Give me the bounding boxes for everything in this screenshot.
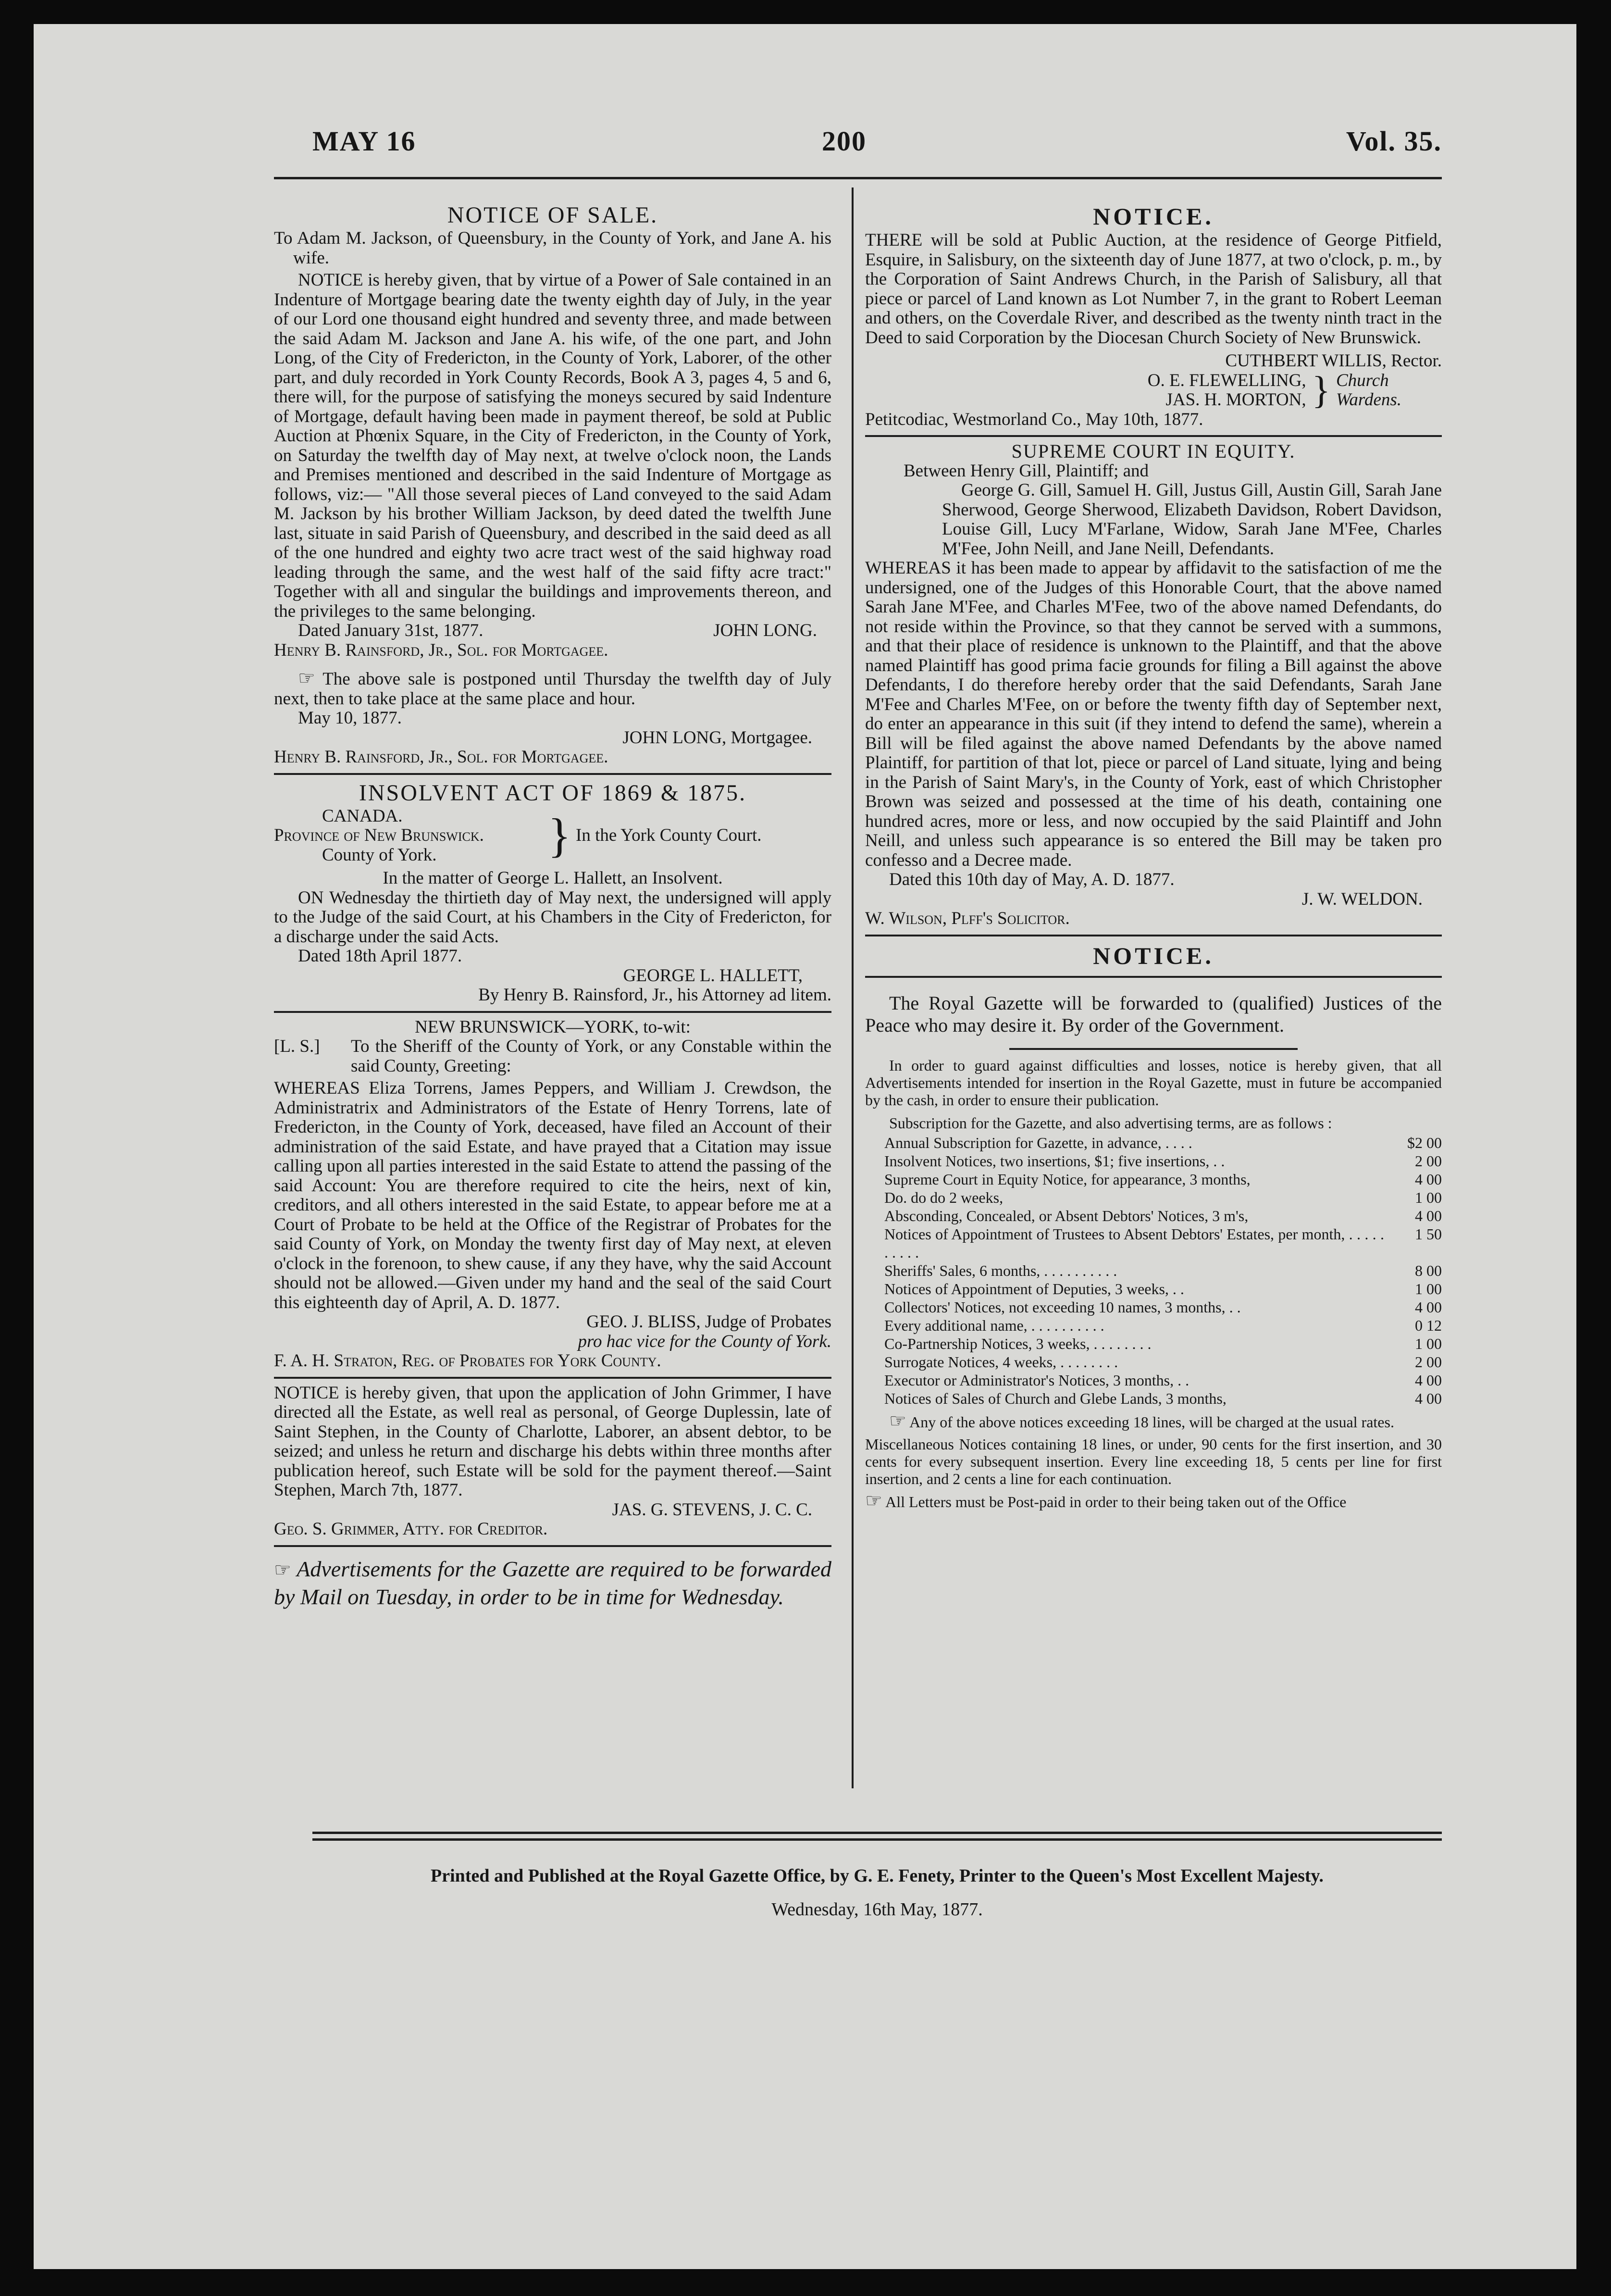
rate-description: Surrogate Notices, 4 weeks, . . . . . . . . [884, 1353, 1118, 1371]
province-label: Province of New Brunswick. [274, 825, 484, 845]
sale-title: NOTICE OF SALE. [447, 202, 658, 228]
divider [274, 773, 831, 775]
divider [865, 935, 1442, 936]
equity-body: WHEREAS it has been made to appear by affidavit to the satisfaction of me the undersigned, one of the Judges of this Honorable Court, that the above named Sarah Jane M'Fee, and Charles M'Fee, two of the above named Defendants, do not reside within the Province, so that they cannot be served with a summons, and that their place of residence is unknown to the Plaintiff, and that the above named Plaintiff has good prima facie grounds for filing a Bill against the above Defendants, I do therefore hereby order that the said Defendants, Sarah Jane M'Fee and Charles M'Fee, on or before the twenty fifth day of September next, do enter an appearance in this suit (if they intend to defend the same), wherein a Bill will be filed against the above named Defendants by the above named Plaintiff, for partition of that lot, piece or parcel of Land situate, lying and being in the Parish of Saint Mary's, in the County of York, east of which Christopher Brown was seized and possessed at the time of his death, containing one hundred acres, more or less, and now occupied by the said Plaintiff and John Neill, and unless such appearance is so entered the Bill may be taken pro confesso and a Decree made. [865, 558, 1442, 870]
rate-row [884, 1353, 1442, 1371]
rate-description: Notices of Appointment of Trustees to Absent Debtors' Estates, per month, . . . . . . . . . . [884, 1225, 1384, 1261]
rate-description: Co-Partnership Notices, 3 weeks, . . . . . . . . [884, 1335, 1152, 1352]
rate-description: Every additional name, . . . . . . . . . . [884, 1316, 1104, 1334]
warden-2: JAS. H. MORTON, [1165, 390, 1306, 410]
divider [865, 976, 1442, 978]
rate-row [884, 1188, 1442, 1207]
rate-value: 8 00 [1415, 1261, 1442, 1279]
rate-value: 1 00 [1415, 1188, 1442, 1206]
footer-rule-bottom [312, 1838, 1442, 1841]
brace-glyph: } [548, 809, 571, 862]
page-header [312, 125, 1442, 178]
rate-value: 4 00 [1415, 1298, 1442, 1316]
probate-to: To the Sheriff of the County of York, or any Constable within the said County, Greeting: [351, 1036, 831, 1076]
rate-description: Executor or Administrator's Notices, 3 months, . . [884, 1371, 1190, 1389]
equity-signer: J. W. WELDON. [1301, 889, 1423, 909]
rate-description: Annual Subscription for Gazette, in advance, . . . . [884, 1134, 1192, 1151]
insolvent-jurisdiction [274, 807, 831, 865]
insolvent-attorney: By Henry B. Rainsford, Jr., his Attorney ad litem. [478, 985, 831, 1005]
postponed-date: May 10, 1877. [298, 708, 402, 728]
rate-description: Supreme Court in Equity Notice, for appearance, 3 months, [884, 1170, 1251, 1188]
rate-value: 1 00 [1415, 1280, 1442, 1298]
advert-notice: Advertisements for the Gazette are required to be forwarded by Mail on Tuesday, in order to be in time for Wednesday. [274, 1556, 832, 1609]
brace-glyph: } [1312, 369, 1330, 412]
grimmer-attorney: Geo. S. Grimmer, Atty. for Creditor. [274, 1519, 548, 1539]
sale-address: To Adam M. Jackson, of Queensbury, in the County of York, and Jane A. his wife. [274, 228, 831, 268]
grimmer-signer: JAS. G. STEVENS, J. C. C. [612, 1499, 812, 1520]
insolvent-title: INSOLVENT ACT OF 1869 & 1875. [359, 780, 747, 806]
rate-description: Sheriffs' Sales, 6 months, . . . . . . . . . . [884, 1261, 1117, 1279]
insolvent-matter: In the matter of George L. Hallett, an Insolvent. [383, 868, 723, 888]
equity-title: SUPREME COURT IN EQUITY. [1011, 440, 1296, 462]
sale-signer-2: JOHN LONG, Mortgagee. [622, 727, 812, 748]
auction-place: Petitcodiac, Westmorland Co., May 10th, 1877. [865, 409, 1203, 429]
rate-row [884, 1280, 1442, 1298]
pointing-hand-icon: ☞ [274, 1559, 291, 1581]
gazette-title: NOTICE. [1093, 942, 1214, 969]
rate-row [884, 1316, 1442, 1335]
rate-description: Collectors' Notices, not exceeding 10 names, 3 months, . . [884, 1298, 1241, 1316]
rate-value: 4 00 [1415, 1371, 1442, 1389]
rate-value: 4 00 [1415, 1170, 1442, 1188]
rate-description: Notices of Sales of Church and Glebe Lands, 3 months, [884, 1389, 1227, 1407]
rate-value: 1 50 [1415, 1225, 1442, 1243]
gazette-letters: All Letters must be Post-paid in order to their being taken out of the Office [885, 1493, 1347, 1510]
court-label: In the York County Court. [576, 825, 762, 845]
pointing-hand-icon: ☞ [298, 667, 315, 689]
pointing-hand-icon: ☞ [865, 1489, 882, 1511]
seal-mark: [L. S.] [274, 1036, 320, 1056]
sale-solicitor: Henry B. Rainsford, Jr., Sol. for Mortgagee. [274, 640, 608, 660]
divider [274, 1011, 831, 1013]
rate-value: 4 00 [1415, 1389, 1442, 1407]
gazette-page [34, 24, 1576, 2269]
gazette-subscription: Subscription for the Gazette, and also advertising terms, are as follows : [889, 1114, 1332, 1132]
page-number: 200 [822, 125, 867, 157]
canada-label: CANADA. [322, 806, 403, 826]
equity-solicitor: W. Wilson, Plff's Solicitor. [865, 909, 1070, 928]
footer-printed: Printed and Published at the Royal Gazette Office, by G. E. Fenety, Printer to the Queen's Most Excellent Majesty. [431, 1866, 1324, 1886]
sale-body: NOTICE is hereby given, that by virtue of a Power of Sale contained in an Indenture of Mortgage bearing date the twenty eighth day of July, in the year of our Lord one thousand eight hundred and seventy three, and made between the said Adam M. Jackson and Jane A. his wife, of the one part, and John Long, of the City of Fredericton, in the County of York, Laborer, of the other part, and duly recorded in York County Records, Book A 3, pages 4, 5 and 6, there will, for the purpose of satisfying the moneys secured by said Indenture of Mortgage, default having been made in payment thereof, be sold at Public Auction at Phœnix Square, in the City of Fredericton, in the County of York, on Saturday the twelfth day of May next, at twelve o'clock noon, the Lands and Premises mentioned and described in the said Indenture of Mortgage as follows, viz:— "All those several pieces of Land conveyed to the said Adam M. Jackson by his brother William Jackson, by deed dated the twelfth June last, situate in said Parish of Queensbury, and described in the said deed as all of the one hundred and eighty two acre tract west of the said highway road leading through the same, and the west half of the said fifty acre tract:" Together with all and singular the buildings and improvements thereon, and the privileges to the same belonging. [274, 270, 831, 621]
gazette-exceeding: Any of the above notices exceeding 18 lines, will be charged at the usual rates. [909, 1413, 1394, 1431]
column-divider [852, 187, 854, 1788]
rate-row [884, 1225, 1442, 1261]
gazette-guard: In order to guard against difficulties and losses, notice is hereby given, that all Advertisements intended for insertion in the Royal Gazette, must in future be accompanied by the cash, in order to ensure their publication. [865, 1056, 1442, 1109]
rate-description: Insolvent Notices, two insertions, $1; five insertions, . . [884, 1152, 1225, 1170]
rate-row [884, 1389, 1442, 1408]
probate-body: WHEREAS Eliza Torrens, James Peppers, and William J. Crewdson, the Administratrix and Administrators of the Estate of Henry Torrens, late of Fredericton, in the County of York, deceased, have filed an Account of their administration of the said Estate, and have prayed that a Citation may issue calling upon all parties interested in the said Estate to attend the passing of the said Account: You are therefore required to cite the heirs, next of kin, creditors, and all others interested in the said Estate, to appear before me at a Court of Probate to be held at the Office of the Registrar of Probates for the said County of York, on Monday the twenty first day of May next, at eleven o'clock in the forenoon, to shew cause, if any they have, why the said Account should not be allowed.—Given under my hand and the seal of the said Court this eighteenth day of April, A. D. 1877. [274, 1078, 831, 1312]
probate-judge: GEO. J. BLISS, Judge of Probates [586, 1312, 831, 1332]
probate-judge-2: pro hac vice for the County of York. [578, 1331, 831, 1351]
footer-rule-top [312, 1832, 1442, 1834]
auction-rector: CUTHBERT WILLIS, Rector. [1225, 351, 1442, 371]
rates-table [865, 1134, 1442, 1408]
rate-row [884, 1261, 1442, 1280]
rate-row [884, 1170, 1442, 1188]
volume-number: Vol. 35. [1346, 125, 1442, 157]
warden-role-1: Church [1336, 370, 1389, 390]
grimmer-body: NOTICE is hereby given, that upon the application of John Grimmer, I have directed all the Estate, as well real as personal, of George Duplessin, late of Saint Stephen, in the County of Charlotte, Laborer, an absent debtor, to be seized; and unless he return and discharge his debts within three months after publication hereof, such Estate will be sold for the payment thereof.—Saint Stephen, March 7th, 1877. [274, 1383, 831, 1500]
sale-dated: Dated January 31st, 1877. [298, 621, 483, 640]
pointing-hand-icon: ☞ [889, 1410, 906, 1432]
warden-role-2: Wardens. [1336, 390, 1402, 410]
divider [1009, 1048, 1298, 1050]
county-label: County of York. [322, 845, 437, 865]
rate-value: 1 00 [1415, 1335, 1442, 1352]
rate-description: Do. do do 2 weeks, [884, 1188, 1004, 1206]
divider [865, 435, 1442, 437]
rate-value: 4 00 [1415, 1207, 1442, 1224]
left-column [274, 202, 831, 1610]
rate-description: Absconding, Concealed, or Absent Debtors' Notices, 3 m's, [884, 1207, 1249, 1224]
equity-defendants: George G. Gill, Samuel H. Gill, Justus Gill, Austin Gill, Sarah Jane Sherwood, George Sherwood, Elizabeth Davidson, Robert Davidson, Louise Gill, Lucy M'Farlane, Widow, Sarah Jane M'Fee, Charles M'Fee, John Neill, and Jane Neill, Defendants. [942, 480, 1442, 559]
sale-postponed: The above sale is postponed until Thursday the twelfth day of July next, then to take place at the same place and hour. [274, 669, 832, 709]
rate-value: 0 12 [1415, 1316, 1442, 1334]
sale-solicitor-2: Henry B. Rainsford, Jr., Sol. for Mortgagee. [274, 747, 608, 767]
header-rule [274, 177, 1442, 179]
right-column [865, 202, 1442, 1510]
sale-signer: JOHN LONG. [713, 621, 817, 640]
footer-date: Wednesday, 16th May, 1877. [771, 1899, 983, 1920]
gazette-body: The Royal Gazette will be forwarded to (qualified) Justices of the Peace who may desire it. By order of the Government. [865, 992, 1442, 1036]
rate-value: $2 00 [1407, 1134, 1442, 1151]
rate-value: 2 00 [1415, 1353, 1442, 1371]
divider [274, 1377, 831, 1379]
equity-dated: Dated this 10th day of May, A. D. 1877. [889, 870, 1175, 889]
probate-registrar: F. A. H. Straton, Reg. of Probates for York County. [274, 1351, 661, 1371]
gazette-misc: Miscellaneous Notices containing 18 lines, or under, 90 cents for the first insertion, and 30 cents for every subsequent insertion. Every line exceeding 18, 5 cents per line for first insertion, and 2 cents a line for each continuation. [865, 1435, 1442, 1487]
insolvent-body: ON Wednesday the thirtieth day of May next, the undersigned will apply to the Judge of the said Court, at his Chambers in the City of Fredericton, for a discharge under the said Acts. [274, 887, 831, 947]
rate-row [884, 1298, 1442, 1316]
rate-row [884, 1134, 1442, 1152]
probate-title: NEW BRUNSWICK—YORK, to-wit: [415, 1017, 691, 1037]
rate-value: 2 00 [1415, 1152, 1442, 1170]
rate-description: Notices of Appointment of Deputies, 3 weeks, . . [884, 1280, 1184, 1298]
issue-date: MAY 16 [312, 125, 416, 157]
divider [274, 1545, 831, 1547]
rate-row [884, 1371, 1442, 1389]
rate-row [884, 1207, 1442, 1225]
church-wardens [865, 371, 1442, 410]
rate-row [884, 1335, 1442, 1353]
insolvent-signer: GEORGE L. HALLETT, [623, 965, 803, 986]
auction-body: THERE will be sold at Public Auction, at the residence of George Pitfield, Esquire, in Salisbury, on the sixteenth day of June 1877, at two o'clock, p. m., by the Corporation of Saint Andrews Church, in the Parish of Salisbury, all that piece or parcel of Land known as Lot Number 7, in the grant to Robert Leeman and others, on the Coverdale River, and described as the twenty ninth tract in the Deed to said Corporation by the Diocesan Church Society of New Brunswick. [865, 230, 1442, 348]
equity-between: Between Henry Gill, Plaintiff; and [904, 461, 1149, 481]
rate-row [884, 1152, 1442, 1170]
warden-1: O. E. FLEWELLING, [1147, 370, 1306, 390]
auction-title: NOTICE. [1093, 203, 1214, 230]
insolvent-dated: Dated 18th April 1877. [298, 946, 462, 966]
